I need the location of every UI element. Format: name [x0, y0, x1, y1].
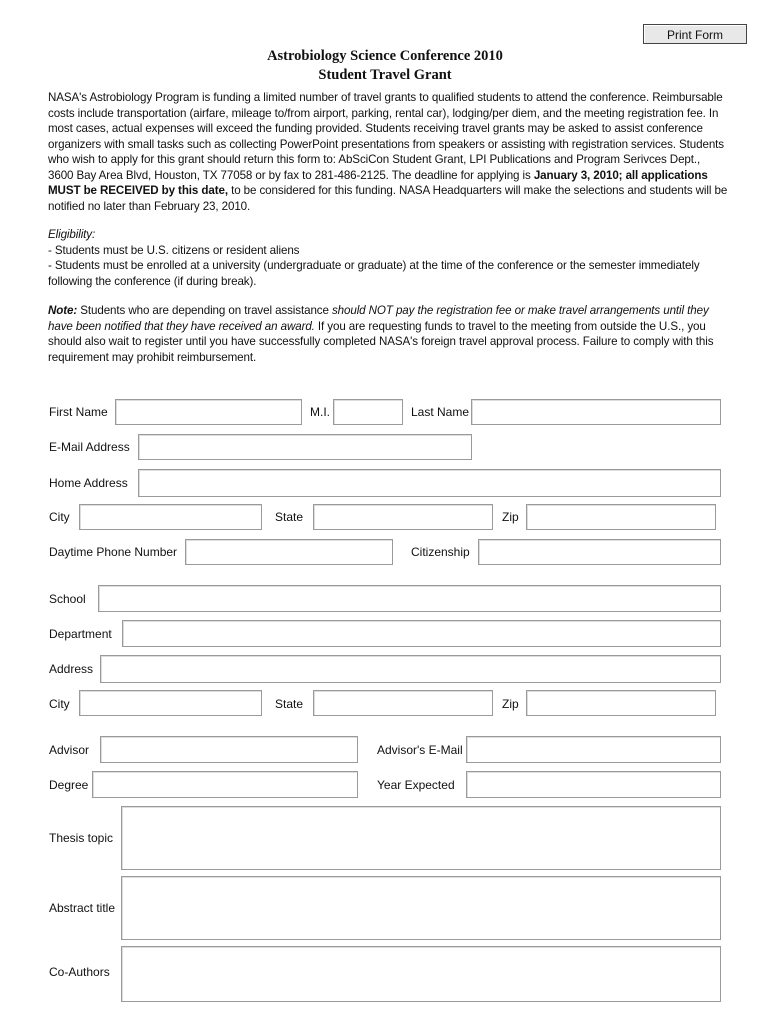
home-address-label: Home Address — [49, 476, 128, 490]
school-zip-field[interactable] — [526, 690, 716, 716]
last-name-field[interactable] — [471, 399, 721, 425]
note-section: Note: Students who are depending on travel assistance should NOT pay the registration fee or make travel arrangements until they have been notified that they have received an award. If you are requesting funds to travel to the meeting from outside the U.S., you should also wait to register until you have successfully completed NASA's foreign travel approval process. Failure to comply with this requirement may prohibit reimbursement. — [48, 304, 714, 364]
eligibility-item: - Students must be enrolled at a university (undergraduate or graduate) at the time of the conference or the semester immediately following the conference (if during break). — [48, 259, 700, 288]
department-field[interactable] — [122, 620, 721, 647]
degree-field[interactable] — [92, 771, 358, 798]
year-expected-label: Year Expected — [377, 778, 455, 792]
mi-label: M.I. — [310, 405, 330, 419]
citizenship-label: Citizenship — [411, 545, 470, 559]
mi-field[interactable] — [333, 399, 403, 425]
thesis-topic-label: Thesis topic — [49, 831, 114, 845]
intro-paragraph: NASA's Astrobiology Program is funding a limited number of travel grants to qualified students to attend the conference. Reimbursable costs include transportation (airfare, mileage to/from airport, parking, rental car), lodging/per diem, and the meeting registration fee. In most cases, actual expenses will exceed the funding provided. Students receiving travel grants may be asked to assist conference organizers with small tasks such as collecting PowerPoint presentations from speakers or assisting with registration services. Students who wish to apply for this grant should return this form to: AbSciCon Student Grant, LPI Publications and Program Serivces Dept., 3600 Bay Area Blvd, Houston, TX 77058 or by fax to 281-486-2125. The deadline for applying is January 3, 2010; all applications MUST be RECEIVED by this date, to be considered for this funding. NASA Headquarters will make the selections and students will be notified no later than February 23, 2010. — [48, 91, 728, 213]
school-address-label: Address — [49, 662, 94, 676]
email-field[interactable] — [138, 434, 472, 460]
form-title: Astrobiology Science Conference 2010 — [267, 48, 503, 64]
phone-label: Daytime Phone Number — [49, 545, 178, 559]
home-state-field[interactable] — [313, 504, 493, 530]
thesis-topic-field[interactable] — [121, 806, 721, 870]
phone-field[interactable] — [185, 539, 393, 565]
last-name-label: Last Name — [411, 405, 470, 419]
co-authors-label: Co-Authors — [49, 965, 110, 979]
home-zip-field[interactable] — [526, 504, 716, 530]
school-zip-label: Zip — [502, 697, 519, 711]
school-label: School — [49, 592, 86, 606]
year-expected-field[interactable] — [466, 771, 721, 798]
home-state-label: State — [275, 510, 304, 524]
degree-label: Degree — [49, 778, 89, 792]
eligibility-heading: Eligibility: — [48, 228, 96, 241]
first-name-label: First Name — [49, 405, 108, 419]
citizenship-field[interactable] — [478, 539, 721, 565]
eligibility-item: - Students must be U.S. citizens or resident aliens — [48, 243, 300, 257]
school-state-field[interactable] — [313, 690, 493, 716]
advisor-email-label: Advisor's E-Mail — [377, 743, 463, 757]
school-city-label: City — [49, 697, 70, 711]
home-city-field[interactable] — [79, 504, 262, 530]
abstract-title-field[interactable] — [121, 876, 721, 940]
email-label: E-Mail Address — [49, 440, 130, 454]
home-city-label: City — [49, 510, 70, 524]
school-field[interactable] — [98, 585, 721, 612]
school-state-label: State — [275, 697, 304, 711]
eligibility-section — [48, 227, 728, 289]
form-subtitle: Student Travel Grant — [318, 67, 452, 83]
print-form-button[interactable]: Print Form — [643, 24, 747, 44]
school-address-field[interactable] — [100, 655, 721, 683]
home-address-field[interactable] — [138, 469, 721, 497]
department-label: Department — [49, 627, 112, 641]
school-city-field[interactable] — [79, 690, 262, 716]
advisor-field[interactable] — [100, 736, 358, 763]
advisor-label: Advisor — [49, 743, 90, 757]
advisor-email-field[interactable] — [466, 736, 721, 763]
co-authors-field[interactable] — [121, 946, 721, 1002]
first-name-field[interactable] — [115, 399, 302, 425]
abstract-title-label: Abstract title — [49, 901, 116, 915]
home-zip-label: Zip — [502, 510, 519, 524]
